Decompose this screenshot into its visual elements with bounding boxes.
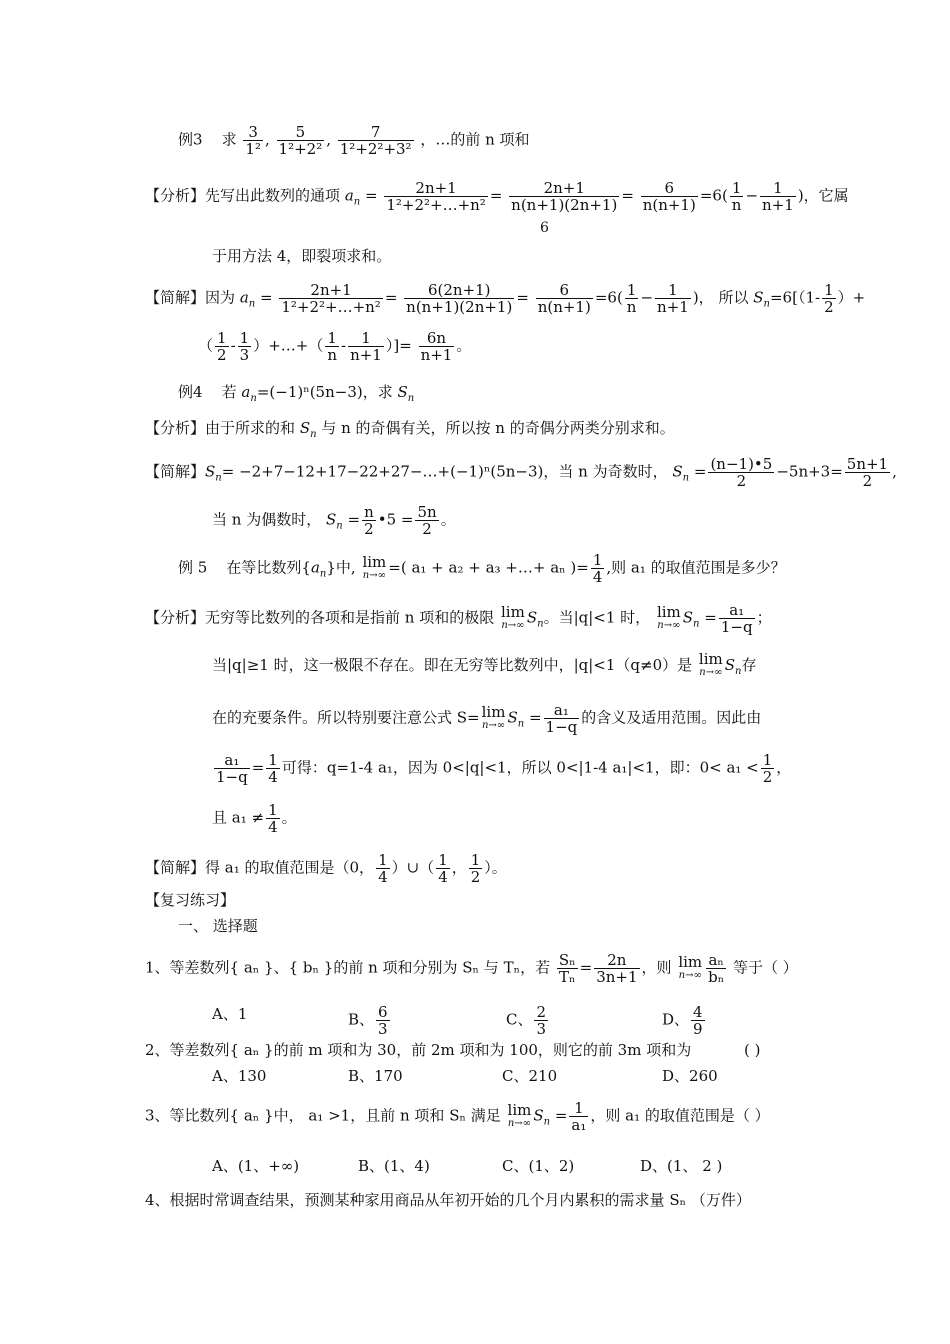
ex4-line: 例4 若 $a_n=(-1)^n(5n-3)$，求 $S_n$ bbox=[178, 383, 415, 404]
frac-den: n(n+1)(2n+1) bbox=[511, 196, 618, 214]
frac-den: 4 bbox=[438, 868, 448, 886]
ex4-solution: 【简解】$S_n=$ −2+7−12+17−22+27−…+(−1)ⁿ(5n−3)，当 n 为奇数时， $S_n$ = $\frac{(n-1)•5}{2}$ −5n+3= $\frac{5n+1}{2}$ , bbox=[145, 455, 897, 490]
q1-line bbox=[145, 952, 798, 985]
frac-num: 1 bbox=[438, 851, 448, 869]
frac-den: n+1 bbox=[350, 346, 382, 364]
frac-den: 3 bbox=[239, 346, 250, 364]
q3-option-b: B、(1、4) bbox=[358, 1157, 430, 1175]
ex3-term1-den: 1² bbox=[245, 140, 261, 158]
analysis-l3b: 的含义及适用范围。因此由 bbox=[581, 708, 762, 727]
lim-word: lim bbox=[698, 650, 723, 668]
q2-text: 2、等差数列{ aₙ }的前 m 项和为 30，前 2m 项和为 100，则它的前 3m 项和为 bbox=[145, 1041, 692, 1059]
analysis-l4b: 可得：q=1-4 a₁，因为 0<|q|<1，所以 0<|1-4 a₁|<1，即：0< a₁ < bbox=[281, 758, 759, 777]
lim-sub: n→∞ bbox=[657, 619, 681, 631]
analysis-tail: )，它属 bbox=[797, 186, 849, 205]
solution-plus: ）+ bbox=[837, 288, 866, 307]
frac-num: 1 bbox=[378, 851, 388, 869]
frac-den: 2 bbox=[364, 520, 374, 538]
q3-option-d: D、(1、 2 ) bbox=[640, 1157, 723, 1175]
ex5-label: 例 5 bbox=[178, 558, 208, 577]
analysis-label: 【分析】 bbox=[145, 419, 206, 437]
option-label: B、 bbox=[348, 1010, 375, 1029]
ex3-ask: 求 bbox=[221, 130, 237, 149]
frac-den: bₙ bbox=[708, 968, 725, 986]
solution-mid: −5n+3= bbox=[776, 462, 843, 481]
q3-option-c: C、(1、2) bbox=[502, 1157, 575, 1175]
an-symbol: a bbox=[239, 288, 249, 307]
q1-mid: ，则 bbox=[641, 958, 672, 977]
frac-num: 1 bbox=[239, 329, 250, 347]
ex3-line: 例3 求 $\frac{3}{\text{1²}}$ , $\frac{5}{\text{1²+2²}}$ , $\frac{7}{\text{1²+2²+3²}}$ ，…的前 n 项和 bbox=[178, 123, 530, 158]
section-title: 一、 选择题 bbox=[178, 917, 258, 935]
frac-den: 3n+1 bbox=[596, 968, 638, 986]
ex4-expr: =(−1)ⁿ(5n−3)，求 bbox=[256, 383, 393, 401]
frac-num: 2 bbox=[536, 1003, 547, 1021]
review-title: 【复习练习】 bbox=[145, 891, 236, 909]
frac-den: n+1 bbox=[657, 298, 689, 316]
solution-mid: ）∪（ bbox=[391, 858, 435, 877]
frac-num: 5n bbox=[417, 503, 437, 521]
frac-den: n(n+1)(2n+1) bbox=[406, 298, 513, 316]
frac-den: 2 bbox=[762, 768, 773, 786]
frac-num: 6 bbox=[378, 1003, 388, 1021]
solution-label: 【简解】 bbox=[145, 858, 206, 877]
q1-option-a: A、1 bbox=[212, 1005, 248, 1023]
q2-option-a: A、130 bbox=[212, 1067, 267, 1085]
frac-num: 1 bbox=[470, 851, 481, 869]
lim-sub: n→∞ bbox=[481, 719, 506, 731]
frac-num: 6 bbox=[641, 180, 698, 197]
solution-label: 【简解】 bbox=[145, 288, 206, 307]
frac-num: a₁ bbox=[719, 602, 755, 619]
sn-symbol: S bbox=[397, 383, 408, 401]
ex3-tail: ，…的前 n 项和 bbox=[420, 130, 530, 149]
analysis-cont: 于用方法 4，即裂项求和。 bbox=[212, 247, 392, 265]
lim-word: lim bbox=[362, 552, 387, 571]
frac-num: 1 bbox=[348, 330, 384, 347]
analysis-text2: 与 n 的奇偶有关，所以按 n 的奇偶分两类分别求和。 bbox=[321, 419, 675, 437]
ex4-analysis: 【分析】由于所求的和 $S_n$ 与 n 的奇偶有关，所以按 n 的奇偶分两类分别求和。 bbox=[145, 419, 675, 440]
frac-num: 6(2n+1) bbox=[404, 282, 514, 299]
an-symbol: a bbox=[310, 558, 320, 577]
solution-end: ）]= bbox=[385, 336, 412, 355]
solution-label: 【简解】 bbox=[145, 462, 206, 481]
frac-den: 3 bbox=[378, 1020, 388, 1038]
frac-den: 1−q bbox=[720, 618, 753, 636]
frac-num: 6n bbox=[419, 330, 455, 347]
frac-den: n bbox=[327, 346, 337, 364]
frac-den: 1²+2²+…+n² bbox=[281, 298, 381, 316]
frac-num: 1 bbox=[217, 329, 227, 347]
lim-word: lim bbox=[501, 602, 525, 621]
frac-num: 2n bbox=[594, 952, 639, 969]
solution-text: 因为 bbox=[205, 288, 236, 307]
frac-num: Sₙ bbox=[558, 951, 576, 969]
frac-den: 1−q bbox=[216, 768, 248, 786]
ex5-solution: 【简解】得 a₁ 的取值范围是（0， $\frac{1}{4}$ ）∪（ $\frac{1}{4}$ ， $\frac{1}{2}$ ）。 bbox=[145, 851, 507, 886]
an-symbol: a bbox=[344, 186, 354, 205]
q1-option-c bbox=[506, 1004, 550, 1037]
sn-symbol: S bbox=[299, 419, 311, 437]
frac-den: 2 bbox=[217, 346, 227, 364]
eq-text: = bbox=[579, 958, 593, 977]
lim-word: lim bbox=[678, 952, 703, 971]
sn-symbol: S bbox=[533, 1106, 544, 1125]
frac-den: 4 bbox=[592, 568, 603, 586]
q3-end: ，则 a₁ 的取值范围是（ ） bbox=[590, 1106, 770, 1125]
sn-symbol: S bbox=[325, 510, 337, 529]
sn-symbol: S bbox=[682, 608, 694, 627]
ex3-solution-cont: （ $\frac{1}{2}$ - $\frac{1}{3}$ ）+…+（ $\frac{1}{n}$ - $\frac{1}{n+1}$ ）]= $\frac{6n}{n+1}$ 。 bbox=[198, 329, 472, 364]
ex5-line: 例 5 在等比数列$\{a_n\}$中, lim n→∞ =( a₁ + a₂ + a₃ +…+ aₙ )= $\frac{1}{4}$ ,则 a₁ 的取值范围是多少？ bbox=[178, 551, 786, 586]
frac-num: n bbox=[364, 503, 374, 521]
lim-word: lim bbox=[507, 1100, 532, 1119]
q2-option-d: D、260 bbox=[662, 1067, 718, 1085]
ex3-term3-num: 7 bbox=[338, 124, 414, 141]
solution-text: 得 a₁ 的取值范围是（0， bbox=[205, 858, 375, 877]
q3-line: 3、等比数列{ aₙ }中， a₁ >1，且前 n 项和 Sₙ 满足 lim n→∞ $S_n$ = $\frac{1}{\text{a₁}}$ ，则 a₁ 的取值范围是（ ） bbox=[145, 1099, 770, 1134]
frac-den: 4 bbox=[268, 818, 278, 836]
frac-num: aₙ bbox=[706, 952, 726, 969]
frac-den: 1−q bbox=[545, 718, 578, 736]
frac-num: (n−1)•5 bbox=[710, 455, 773, 473]
frac-num: 1 bbox=[760, 180, 796, 197]
frac-num: 6 bbox=[536, 282, 593, 299]
ex4-label: 例4 bbox=[178, 383, 203, 401]
ex5-analysis-l4: $\frac{\text{a₁}}{1-q}$ = $\frac{1}{4}$ 可得：q=1-4 a₁，因为 0<|q|<1，所以 0<|1-4 a₁|<1，即：0< a₁ < $\frac{1}{2}$ ， bbox=[216, 751, 792, 786]
frac-num: a₁ bbox=[544, 702, 580, 719]
q3-text: 3、等比数列{ aₙ }中， bbox=[145, 1106, 304, 1125]
analysis-l3: 在的充要条件。所以特别要注意公式 S= bbox=[212, 708, 480, 727]
q4-text: 4、根据时常调查结果，预测某种家用商品从年初开始的几个月内累积的需求量 Sₙ （万件） bbox=[145, 1191, 751, 1209]
ex5-analysis-l5 bbox=[212, 802, 297, 835]
sn-symbol: S bbox=[724, 656, 736, 674]
frac-num: 1 bbox=[655, 282, 691, 299]
frac-num: 1 bbox=[268, 801, 278, 819]
an-symbol: a bbox=[241, 383, 251, 401]
ex4-solution-cont: 当 n 为偶数时， $S_n$ = $\frac{n}{2}$ •5 = $\frac{5n}{2}$ 。 bbox=[212, 503, 456, 538]
frac-den: n+1 bbox=[420, 346, 453, 364]
frac-den: 2 bbox=[824, 298, 834, 316]
ex3-term3-den: 1²+2²+3² bbox=[339, 140, 412, 158]
sn-symbol: S bbox=[507, 708, 518, 727]
frac-num: a₁ bbox=[214, 752, 250, 769]
lim-sub: n→∞ bbox=[507, 1117, 531, 1129]
frac-den: 2 bbox=[422, 520, 432, 538]
analysis-l2: 当|q|≥1 时，这一极限不存在。即在无穷等比数列中，|q|<1（q≠0）是 bbox=[212, 656, 693, 674]
q2-line bbox=[145, 1040, 691, 1060]
frac-den: 9 bbox=[693, 1020, 703, 1038]
frac-num: 1 bbox=[730, 180, 744, 197]
analysis-l2b: 存 bbox=[741, 656, 757, 674]
frac-den: n(n+1) bbox=[642, 196, 696, 214]
solution-end: ）。 bbox=[484, 858, 507, 877]
frac-num: 2n+1 bbox=[279, 282, 383, 299]
frac-num: 1 bbox=[625, 282, 639, 299]
q1-text: 1、等差数列{ aₙ }、{ bₙ }的前 n 项和分别为 Sₙ 与 Tₙ，若 bbox=[145, 958, 551, 977]
ex4-text: 若 bbox=[221, 383, 237, 401]
eq-text: =6( bbox=[699, 186, 728, 205]
sn-symbol: S bbox=[526, 608, 538, 627]
frac-den: 4 bbox=[268, 768, 278, 786]
q1-option-b bbox=[348, 1004, 392, 1037]
frac-num: 1 bbox=[762, 751, 773, 769]
q1-option-d bbox=[662, 1004, 707, 1037]
ex3-label: 例3 bbox=[178, 130, 203, 149]
frac-den: n+1 bbox=[762, 196, 794, 214]
ex5-analysis-l2: 当|q|≥1 时，这一极限不存在。即在无穷等比数列中，|q|<1（q≠0）是 lim n→∞ $S_n$存 bbox=[212, 650, 757, 678]
frac-den: n bbox=[626, 298, 637, 316]
solution-eq: =6[（1- bbox=[769, 288, 821, 307]
analysis-label: 【分析】 bbox=[145, 608, 206, 627]
solution-h2: •5 = bbox=[377, 510, 414, 529]
frac-den: 4 bbox=[378, 868, 388, 886]
lim-sub: n→∞ bbox=[362, 569, 386, 581]
analysis-text: 由于所求的和 bbox=[205, 419, 296, 437]
frac-den: 2 bbox=[862, 472, 873, 490]
ex3-term1-num: 3 bbox=[243, 124, 263, 141]
analysis-l1: 无穷等比数列的各项和是指前 n 项和的极限 bbox=[205, 608, 495, 627]
q1-end: 等于（ ） bbox=[733, 958, 798, 977]
sn-symbol: S bbox=[753, 288, 764, 307]
lim-word: lim bbox=[656, 602, 681, 621]
frac-den: 2 bbox=[470, 868, 481, 886]
q2-option-b: B、170 bbox=[348, 1067, 403, 1085]
ex5-text2: }中, bbox=[326, 558, 356, 577]
q3-t2: a₁ >1，且前 n 项和 Sₙ 满足 bbox=[308, 1106, 501, 1125]
analysis-l1b: 。当|q|<1 时， bbox=[543, 608, 651, 627]
frac-den: n bbox=[731, 196, 742, 214]
frac-num: 1 bbox=[569, 1100, 588, 1117]
solution-cont: 当 n 为偶数时， bbox=[212, 510, 322, 529]
analysis-text: 先写出此数列的通项 bbox=[205, 186, 341, 205]
lim-sub: n→∞ bbox=[678, 969, 702, 981]
ex5-sum: =( a₁ + a₂ + a₃ +…+ aₙ )= bbox=[388, 558, 589, 577]
ex3-solution: 【简解】因为 $a_n$ = $\frac{2n+1}{\text{1²+2²+…+n²}}$ = $\frac{6(2n+1)}{n(n+1)(2n+1)}$ = $\frac{6}{n(n+1)}$ =6( $\frac{1}{n}$ − $\frac{1}{n+1}$ )， 所以 $S_n=6[(1-$ $\frac{1}{2}$ ）+ bbox=[145, 281, 866, 316]
option-label: D、 bbox=[662, 1010, 690, 1029]
frac-den: 3 bbox=[536, 1020, 547, 1038]
ex5-text1: 在等比数列{ bbox=[226, 558, 311, 577]
frac-num: 1 bbox=[325, 330, 339, 347]
solution-dots: ）+…+（ bbox=[253, 336, 324, 355]
ex5-tail: ,则 a₁ 的取值范围是多少？ bbox=[606, 558, 786, 577]
solution-expr: = −2+7−12+17−22+27−…+(−1)ⁿ(5n−3)，当 n 为奇数时， bbox=[221, 462, 668, 481]
frac-den: n(n+1) bbox=[537, 298, 591, 316]
ex5-analysis: 【分析】无穷等比数列的各项和是指前 n 项和的极限 lim n→∞ $S_n$。当|q|<1 时， lim n→∞ $S_n$ = $\frac{\text{a₁}}{1-q}$ ； bbox=[145, 601, 772, 636]
period: 。 bbox=[456, 336, 472, 355]
frac-num: 2n+1 bbox=[509, 180, 619, 197]
solution-mid: 所以 bbox=[718, 288, 749, 307]
option-label: C、 bbox=[506, 1010, 533, 1029]
period: 。 bbox=[281, 808, 297, 827]
frac-num: 2n+1 bbox=[384, 180, 488, 197]
analysis-l5: 且 a₁ ≠ bbox=[212, 808, 265, 827]
frac-num: 5n+1 bbox=[846, 455, 889, 473]
frac-den: Tₙ bbox=[558, 968, 576, 986]
sn-symbol: S bbox=[672, 462, 683, 481]
frac-num: 1 bbox=[268, 751, 278, 769]
lim-word: lim bbox=[481, 702, 506, 721]
den-six: 6 bbox=[540, 220, 549, 236]
frac-den: 2 bbox=[736, 472, 747, 490]
ex3-analysis: 【分析】先写出此数列的通项 $a_n$ = $\frac{2n+1}{\text{1²+2²+…+n²}}$ = $\frac{2n+1}{n(n+1)(2n+1)}$ = $\frac{6}{n(n+1)}$ =6( $\frac{1}{n}$ − $\frac{1}{n+1}$ )，它属 bbox=[145, 179, 849, 214]
frac-den: a₁ bbox=[571, 1116, 587, 1134]
frac-num: 4 bbox=[693, 1003, 703, 1021]
lim-sub: n→∞ bbox=[699, 667, 723, 678]
q2-paren: ( ) bbox=[744, 1041, 761, 1059]
frac-num: 1 bbox=[592, 551, 603, 569]
q3-option-a: A、(1、+∞) bbox=[212, 1157, 300, 1175]
ex5-analysis-l3: 在的充要条件。所以特别要注意公式 S= lim n→∞ $S_n$ = $\frac{\text{a₁}}{1-q}$ 的含义及适用范围。因此由 bbox=[212, 701, 762, 736]
analysis-label: 【分析】 bbox=[145, 186, 206, 205]
lim-sub: n→∞ bbox=[501, 619, 525, 631]
frac-num: 1 bbox=[824, 281, 834, 299]
sn-symbol: S bbox=[205, 462, 216, 481]
ex3-term2-den: 1²+2² bbox=[278, 140, 323, 158]
q2-option-c: C、210 bbox=[502, 1067, 558, 1085]
period: 。 bbox=[440, 510, 456, 529]
ex3-term2-num: 5 bbox=[277, 124, 325, 141]
frac-den: 1²+2²+…+n² bbox=[386, 196, 486, 214]
